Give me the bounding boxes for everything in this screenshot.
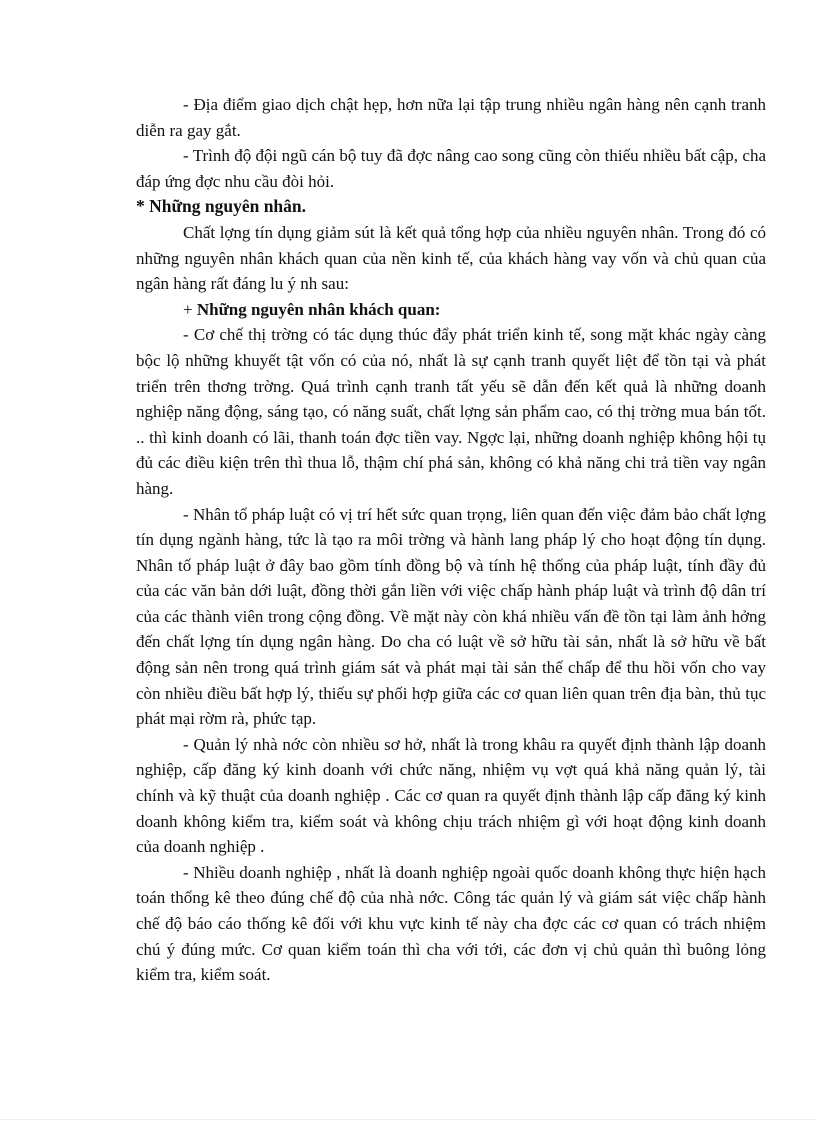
subheading-text: Những nguyên nhân khách quan: [196,299,441,319]
paragraph-location: - Địa điểm giao dịch chật hẹp, hơn nữa lại tập trung nhiều ngân hàng nên cạnh tranh diễn ra gay gắt. [136,95,766,140]
paragraph-legal-factor: - Nhân tố pháp luật có vị trí hết sức quan trọng, liên quan đến việc đảm bảo chất lợng tín dụng ngành hàng, tức là tạo ra môi trờng và hành lang pháp lý cho hoạt động tín dụng. Nhân tố pháp luật ở đây bao gồm tính đồng bộ và tính hệ thống của pháp luật, tính đầy đủ của các văn bản dới luật, đồng thời gắn liền với việc chấp hành pháp luật và trình độ dân trí của các thành viên trong cộng đồng. Về mặt này còn khá nhiều vấn đề tồn tại làm ảnh hởng đến chất lợng tín dụng ngân hàng. Do cha có luật về sở hữu tài sản, nhất là sở hữu về bất động sản nên trong quá trình giám sát và phát mại tài sản thế chấp để thu hồi vốn cho vay còn nhiều điều bất hợp lý, thiếu sự phối hợp giữa các cơ quan liên quan trên địa bàn, thủ tục phát mại rờm rà, phức tạp. [136,504,766,729]
subheading-objective-causes [136,297,766,323]
paragraph-state-management: - Quản lý nhà nớc còn nhiều sơ hở, nhất là trong khâu ra quyết định thành lập doanh nghiệp, cấp đăng ký kinh doanh với chức năng, nhiệm vụ vợt quá khả năng quản lý, tài chính và kỹ thuật của doanh nghiệp . Các cơ quan ra quyết định thành lập cấp đăng ký kinh doanh không kiểm tra, kiểm soát và không chịu trách nhiệm gì với hoạt động kinh doanh của doanh nghiệp . [136,734,766,857]
paragraph-credit-quality: Chất lợng tín dụng giảm sút là kết quả tổng hợp của nhiều nguyên nhân. Trong đó có những nguyên nhân khách quan của nền kinh tế, của khách hàng vay vốn và chủ quan của ngân hàng rất đáng lu ý nh sau: [136,222,766,294]
section-heading-causes: * Những nguyên nhân. [136,196,307,217]
subheading-prefix: + [183,299,197,319]
document-body [136,92,766,988]
page-bottom-divider [0,1119,816,1120]
paragraph-market-mechanism: - Cơ chế thị trờng có tác dụng thúc đẩy phát triển kinh tế, song mặt khác ngày càng bộc lộ những khuyết tật vốn có của nó, nhất là sự cạnh tranh quyết liệt để tồn tại và phát triển trên thơng trờng. Quá trình cạnh tranh tất yếu sẽ dẫn đến kết quả là những doanh nghiệp năng động, sáng tạo, có năng suất, chất lợng sản phẩm cao, có thị trờng mua bán tốt. .. thì kinh doanh có lãi, thanh toán đợc tiền vay. Ngợc lại, những doanh nghiệp không hội tụ đủ các điều kiện trên thì thua lỗ, thậm chí phá sản, không có khả năng chi trả tiền vay ngân hàng. [136,325,766,498]
paragraph-staff-level: - Trình độ đội ngũ cán bộ tuy đã đợc nâng cao song cũng còn thiếu nhiều bất cập, cha đáp ứng đợc nhu cầu đòi hỏi. [136,146,766,191]
paragraph-enterprise-accounting: - Nhiều doanh nghiệp , nhất là doanh nghiệp ngoài quốc doanh không thực hiện hạch toán thống kê theo đúng chế độ của nhà nớc. Công tác quản lý và giám sát việc chấp hành chế độ báo cáo thống kê đối với khu vực kinh tế này cha đợc các cơ quan có trách nhiệm chú ý đúng mức. Cơ quan kiểm toán thì cha với tới, các đơn vị chủ quản thì buông lỏng kiểm tra, kiểm soát. [136,862,766,985]
